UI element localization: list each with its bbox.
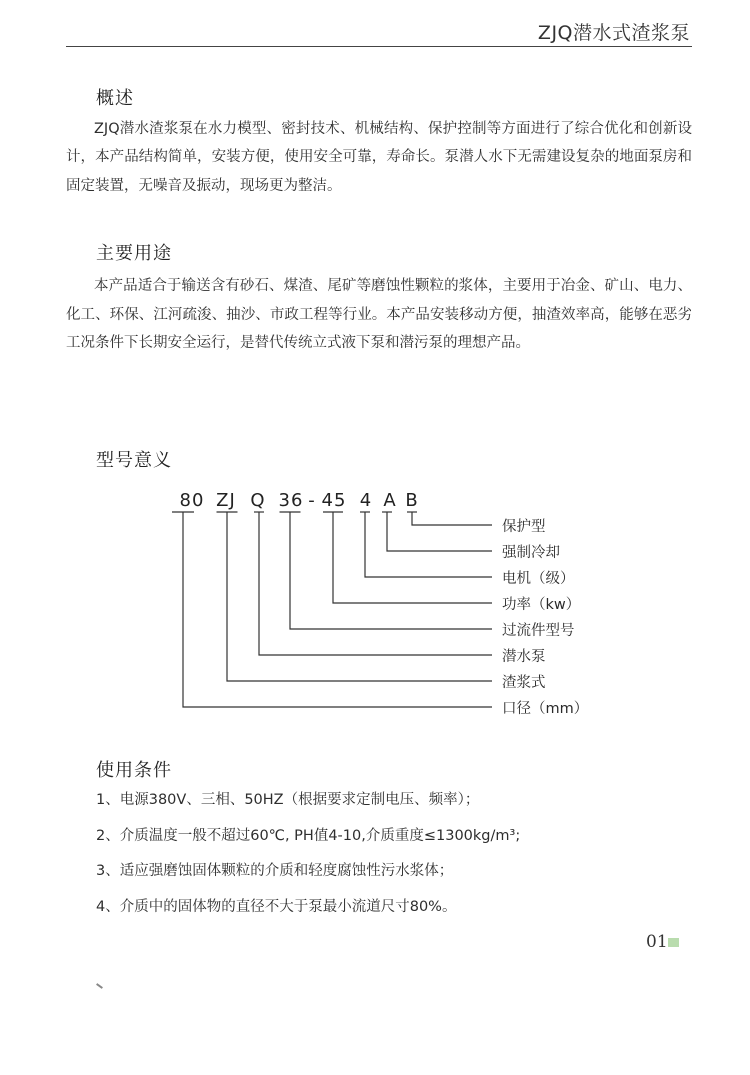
overview-paragraph: ZJQ潜水渣浆泵在水力模型、密封技术、机械结构、保护控制等方面进行了综合优化和创新设计，本产品结构简单，安装方便，使用安全可靠，寿命长。泵潜人水下无需建设复杂的地面泵房和固定装置，无噪音及振动，现场更为整洁。 [66, 121, 692, 194]
connector-line [259, 512, 492, 655]
condition-item: 3、适应强磨蚀固体颗粒的介质和轻度腐蚀性污水浆体； [96, 863, 454, 879]
model-code-segment: 45 [321, 490, 347, 511]
connector-line [365, 512, 492, 577]
model-code-label: 功率（kw） [502, 597, 581, 613]
model-code-segment: Q [250, 490, 266, 511]
model-code-segment: A [383, 490, 397, 511]
model-code-diagram [0, 470, 750, 720]
model-code-segment: 36 [278, 490, 304, 511]
model-code-label: 渣浆式 [502, 675, 546, 691]
condition-item: 2、介质温度一般不超过60℃, PH值4-10,介质重度≤1300kg/m³; [96, 827, 521, 844]
page-number: 01 [646, 932, 668, 952]
connector-line [412, 512, 492, 525]
connector-line [387, 512, 492, 551]
conditions-list [96, 788, 520, 930]
model-code-connectors [172, 512, 492, 707]
model-code-label: 电机（级） [502, 571, 575, 587]
model-code-label: 潜水泵 [502, 649, 546, 665]
model-code-segment: 80 [179, 490, 205, 511]
condition-item: 1、电源380V、三相、50HZ（根据要求定制电压、频率）； [96, 792, 480, 808]
condition-item: 4、介质中的固体物的直径不大于泵最小流道尺寸80%。 [96, 898, 457, 915]
connector-line [333, 512, 492, 603]
overview-heading: 概述 [96, 88, 134, 109]
connector-line [290, 512, 492, 629]
model-code-segment: ZJ [216, 490, 236, 511]
document-header-title: ZJQ潜水式渣浆泵 [537, 22, 690, 44]
model-code-segment: B [405, 490, 419, 511]
model-code-label: 过流件型号 [502, 623, 575, 639]
model-code-labels [502, 517, 588, 717]
connector-line [183, 512, 492, 707]
model-meaning-heading: 型号意义 [96, 450, 172, 471]
header-divider [66, 46, 692, 47]
model-code [180, 490, 419, 511]
connector-line [227, 512, 492, 681]
conditions-heading: 使用条件 [96, 760, 172, 781]
scan-mark [96, 983, 103, 989]
model-code-label: 保护型 [502, 519, 546, 535]
purpose-paragraph: 本产品适合于输送含有砂石、煤渣、尾矿等磨蚀性颗粒的浆体，主要用于冶金、矿山、电力、化工、环保、江河疏浚、抽沙、市政工程等行业。本产品安装移动方便，抽渣效率高，能够在恶劣工况条件下长期安全运行，是替代传统立式液下泵和潜污泵的理想产品。 [66, 278, 692, 352]
page-number-marker [668, 938, 679, 947]
model-code-segment: - [308, 490, 316, 511]
model-code-segment: 4 [359, 490, 373, 511]
model-code-label: 强制冷却 [502, 545, 560, 561]
purpose-heading: 主要用途 [96, 243, 172, 264]
model-code-label: 口径（mm） [502, 701, 589, 717]
